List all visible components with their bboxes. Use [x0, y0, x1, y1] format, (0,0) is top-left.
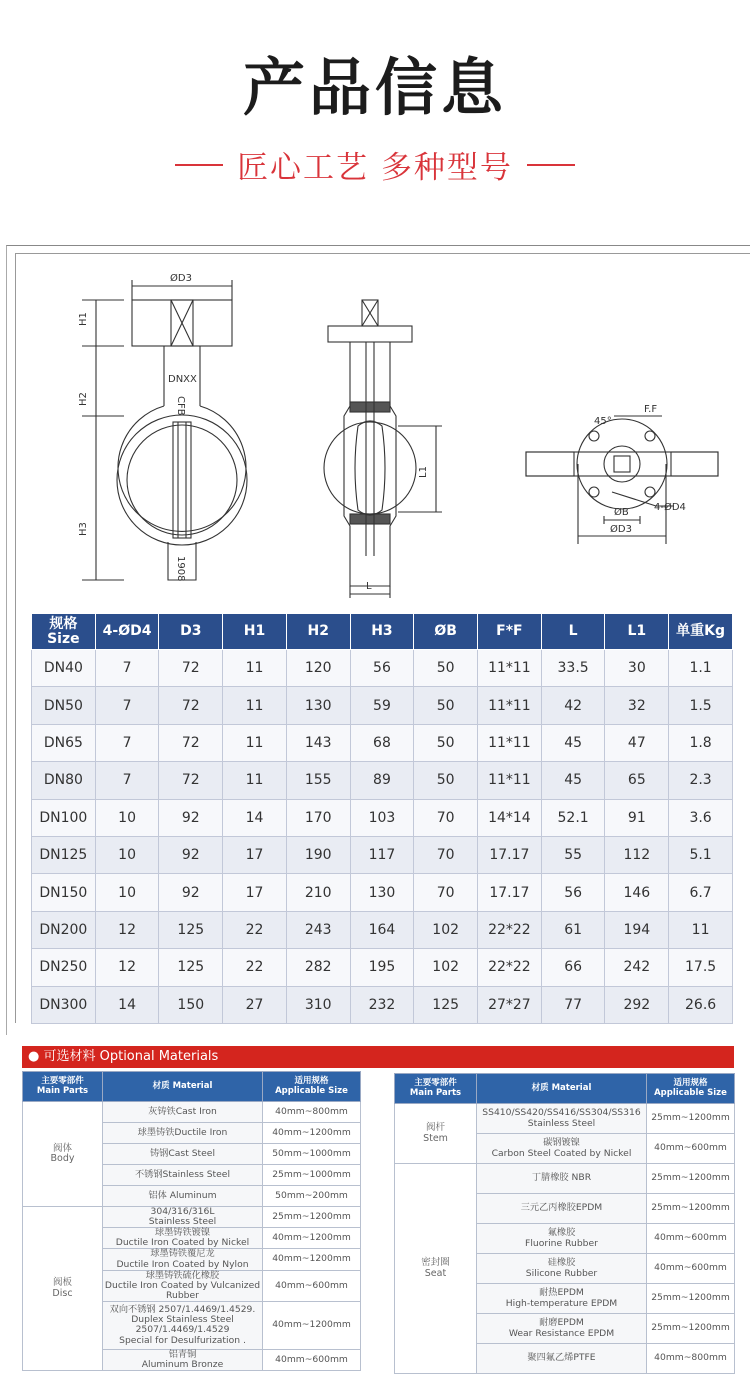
- spec-cell: 102: [414, 949, 478, 986]
- dim-h1: H1: [78, 312, 89, 326]
- page-title: 产品信息: [242, 51, 507, 124]
- spec-header-4: H2: [286, 614, 350, 650]
- spec-cell: 10: [95, 799, 159, 836]
- spec-row: [32, 836, 733, 873]
- spec-cell: 2.3: [669, 762, 733, 799]
- materials-size: 40mm~1200mm: [263, 1301, 361, 1349]
- spec-cell: 72: [159, 650, 223, 687]
- spec-cell: 50: [414, 650, 478, 687]
- spec-cell: 125: [159, 911, 223, 948]
- spec-cell: 22*22: [478, 911, 542, 948]
- materials-material: 聚四氟乙烯PTFE: [477, 1344, 647, 1374]
- spec-cell: 1.8: [669, 724, 733, 761]
- materials-size: 40mm~1200mm: [263, 1249, 361, 1270]
- spec-cell: 70: [414, 836, 478, 873]
- materials-header-0: 主要零部件 Main Parts: [395, 1074, 477, 1104]
- spec-cell: 11*11: [478, 650, 542, 687]
- spec-cell: 195: [350, 949, 414, 986]
- spec-cell: 30: [605, 650, 669, 687]
- dim-ff: F.F: [644, 404, 658, 415]
- materials-size: 25mm~1200mm: [263, 1207, 361, 1228]
- spec-row: [32, 762, 733, 799]
- materials-material: 硅橡胶 Silicone Rubber: [477, 1254, 647, 1284]
- spec-cell: 17.17: [478, 874, 542, 911]
- materials-material: 不锈钢Stainless Steel: [103, 1165, 263, 1186]
- spec-header-10: 单重Kg: [669, 614, 733, 650]
- materials-row: [395, 1104, 735, 1134]
- materials-material: 丁腈橡胶 NBR: [477, 1164, 647, 1194]
- spec-cell: 242: [605, 949, 669, 986]
- spec-cell: 56: [541, 874, 605, 911]
- spec-cell: 125: [414, 986, 478, 1023]
- marking-cfb: CFB: [175, 396, 186, 416]
- spec-cell: 27: [223, 986, 287, 1023]
- spec-cell: DN80: [32, 762, 96, 799]
- spec-header-1: 4-ØD4: [95, 614, 159, 650]
- spec-header-6: ØB: [414, 614, 478, 650]
- spec-cell: 55: [541, 836, 605, 873]
- spec-cell: 45: [541, 724, 605, 761]
- spec-cell: DN65: [32, 724, 96, 761]
- materials-material: 球墨铸铁硫化橡胶 Ductile Iron Coated by Vulcanized Rubber: [103, 1270, 263, 1301]
- spec-cell: 72: [159, 762, 223, 799]
- spec-cell: 68: [350, 724, 414, 761]
- spec-cell: 27*27: [478, 986, 542, 1023]
- subtitle-line-left: [175, 164, 223, 166]
- spec-cell: DN125: [32, 836, 96, 873]
- materials-material: 双向不锈钢 2507/1.4469/1.4529. Duplex Stainless Steel 2507/1.4469/1.4529 Special for Desulfurization .: [103, 1301, 263, 1349]
- spec-cell: 232: [350, 986, 414, 1023]
- dim-d3-front: ØD3: [170, 273, 192, 284]
- materials-size: 25mm~1200mm: [647, 1194, 735, 1224]
- page-header: [0, 0, 750, 245]
- materials-material: 灰铸铁Cast Iron: [103, 1102, 263, 1123]
- spec-header-7: F*F: [478, 614, 542, 650]
- spec-cell: 14: [223, 799, 287, 836]
- spec-cell: 77: [541, 986, 605, 1023]
- side-top-flange: [328, 326, 412, 342]
- dim-b: ØB: [614, 507, 629, 518]
- materials-size: 25mm~1200mm: [647, 1314, 735, 1344]
- spec-cell: 1.1: [669, 650, 733, 687]
- materials-size: 40mm~1200mm: [263, 1123, 361, 1144]
- materials-part: 阀板 Disc: [23, 1207, 103, 1371]
- spec-cell: 11: [223, 724, 287, 761]
- materials-part: 密封圈 Seat: [395, 1164, 477, 1374]
- spec-header-0: 规格 Size: [32, 614, 96, 650]
- spec-cell: 50: [414, 724, 478, 761]
- spec-cell: 91: [605, 799, 669, 836]
- spec-cell: 292: [605, 986, 669, 1023]
- spec-cell: 11*11: [478, 687, 542, 724]
- materials-size: 40mm~1200mm: [263, 1228, 361, 1249]
- spec-cell: 194: [605, 911, 669, 948]
- dim-h2: H2: [78, 392, 89, 406]
- spec-row: [32, 687, 733, 724]
- spec-cell: 61: [541, 911, 605, 948]
- spec-cell: 130: [350, 874, 414, 911]
- spec-row: [32, 874, 733, 911]
- spec-cell: 45: [541, 762, 605, 799]
- spec-row: [32, 986, 733, 1023]
- spec-cell: 1.5: [669, 687, 733, 724]
- spec-cell: 50: [414, 687, 478, 724]
- materials-header-2: 适用规格 Applicable Size: [647, 1074, 735, 1104]
- spec-header-8: L: [541, 614, 605, 650]
- materials-size: 40mm~600mm: [263, 1270, 361, 1301]
- spec-cell: 17: [223, 874, 287, 911]
- spec-cell: 89: [350, 762, 414, 799]
- spec-row: [32, 911, 733, 948]
- spec-body: [32, 650, 733, 1024]
- dim-angle: 45°: [594, 416, 612, 427]
- spec-header-3: H1: [223, 614, 287, 650]
- materials-size: 25mm~1200mm: [647, 1164, 735, 1194]
- dim-l: L: [366, 581, 372, 592]
- spec-cell: 59: [350, 687, 414, 724]
- spec-cell: 17.5: [669, 949, 733, 986]
- materials-row: [23, 1102, 361, 1123]
- spec-cell: 170: [286, 799, 350, 836]
- materials-part: 阀杆 Stem: [395, 1104, 477, 1164]
- spec-header-row: [32, 614, 733, 650]
- spec-cell: 103: [350, 799, 414, 836]
- spec-cell: 70: [414, 799, 478, 836]
- spec-cell: 3.6: [669, 799, 733, 836]
- spec-cell: 310: [286, 986, 350, 1023]
- spec-cell: 282: [286, 949, 350, 986]
- spec-cell: DN250: [32, 949, 96, 986]
- spec-cell: 112: [605, 836, 669, 873]
- valve-technical-drawing: [16, 256, 746, 610]
- spec-cell: 117: [350, 836, 414, 873]
- materials-material: 304/316/316L Stainless Steel: [103, 1207, 263, 1228]
- materials-material: 球墨铸铁覆尼龙 Ductile Iron Coated by Nylon: [103, 1249, 263, 1270]
- materials-material: 氟橡胶 Fluorine Rubber: [477, 1224, 647, 1254]
- spec-cell: DN300: [32, 986, 96, 1023]
- materials-size: 50mm~200mm: [263, 1186, 361, 1207]
- spec-cell: 14: [95, 986, 159, 1023]
- spec-cell: 10: [95, 874, 159, 911]
- spec-cell: 155: [286, 762, 350, 799]
- spec-row: [32, 799, 733, 836]
- spec-cell: 11: [223, 687, 287, 724]
- spec-cell: DN200: [32, 911, 96, 948]
- spec-cell: 11: [223, 650, 287, 687]
- subtitle-row: [0, 142, 750, 187]
- spec-cell: 12: [95, 949, 159, 986]
- spec-header-5: H3: [350, 614, 414, 650]
- materials-size: 40mm~600mm: [647, 1254, 735, 1284]
- materials-material: 碳钢镀镍 Carbon Steel Coated by Nickel: [477, 1134, 647, 1164]
- spec-cell: 11: [669, 911, 733, 948]
- spec-cell: 5.1: [669, 836, 733, 873]
- front-outer-ring: [117, 415, 247, 545]
- materials-size: 40mm~800mm: [647, 1344, 735, 1374]
- spec-cell: 7: [95, 724, 159, 761]
- spec-header-2: D3: [159, 614, 223, 650]
- spec-cell: 47: [605, 724, 669, 761]
- spec-cell: 125: [159, 949, 223, 986]
- spec-cell: 7: [95, 687, 159, 724]
- spec-cell: 143: [286, 724, 350, 761]
- spec-cell: 50: [414, 762, 478, 799]
- dim-l1: L1: [418, 466, 429, 478]
- spec-cell: 72: [159, 724, 223, 761]
- materials-part: 阀体 Body: [23, 1102, 103, 1207]
- spec-cell: 22: [223, 911, 287, 948]
- spec-cell: 65: [605, 762, 669, 799]
- spec-cell: 7: [95, 762, 159, 799]
- spec-cell: 190: [286, 836, 350, 873]
- spec-cell: DN40: [32, 650, 96, 687]
- spec-cell: 70: [414, 874, 478, 911]
- spec-cell: 22*22: [478, 949, 542, 986]
- spec-cell: 6.7: [669, 874, 733, 911]
- spec-cell: 146: [605, 874, 669, 911]
- materials-material: 耐热EPDM High-temperature EPDM: [477, 1284, 647, 1314]
- materials-table-left: [22, 1071, 361, 1371]
- spec-cell: 52.1: [541, 799, 605, 836]
- spec-cell: 164: [350, 911, 414, 948]
- materials-row: [395, 1164, 735, 1194]
- materials-row: [23, 1207, 361, 1228]
- materials-material: 铝体 Aluminum: [103, 1186, 263, 1207]
- spec-table: [31, 613, 733, 1024]
- spec-cell: 11: [223, 762, 287, 799]
- spec-cell: 66: [541, 949, 605, 986]
- spec-row: [32, 650, 733, 687]
- materials-size: 40mm~600mm: [647, 1134, 735, 1164]
- spec-cell: 17.17: [478, 836, 542, 873]
- spec-cell: 11*11: [478, 762, 542, 799]
- materials-right-header: [395, 1074, 735, 1104]
- materials-size: 40mm~600mm: [263, 1349, 361, 1370]
- materials-header-1: 材质 Material: [477, 1074, 647, 1104]
- spec-cell: 92: [159, 874, 223, 911]
- spec-cell: DN50: [32, 687, 96, 724]
- spec-cell: 72: [159, 687, 223, 724]
- materials-material: 铝青铜 Aluminum Bronze: [103, 1349, 263, 1370]
- spec-cell: 120: [286, 650, 350, 687]
- spec-cell: 92: [159, 836, 223, 873]
- spec-cell: 32: [605, 687, 669, 724]
- spec-cell: 33.5: [541, 650, 605, 687]
- page-subtitle: 匠心工艺 多种型号: [237, 150, 513, 186]
- materials-material: 铸钢Cast Steel: [103, 1144, 263, 1165]
- marking-dnxx: DNXX: [168, 374, 197, 385]
- materials-size: 40mm~800mm: [263, 1102, 361, 1123]
- spec-cell: 210: [286, 874, 350, 911]
- spec-cell: DN100: [32, 799, 96, 836]
- optional-materials-title: ● 可选材料 Optional Materials: [28, 1049, 219, 1064]
- spec-cell: 22: [223, 949, 287, 986]
- spec-cell: 7: [95, 650, 159, 687]
- materials-material: 三元乙丙橡胶EPDM: [477, 1194, 647, 1224]
- materials-size: 25mm~1200mm: [647, 1104, 735, 1134]
- spec-cell: 26.6: [669, 986, 733, 1023]
- spec-cell: 102: [414, 911, 478, 948]
- materials-size: 25mm~1200mm: [647, 1284, 735, 1314]
- spec-header-9: L1: [605, 614, 669, 650]
- spec-cell: DN150: [32, 874, 96, 911]
- subtitle-line-right: [527, 164, 575, 166]
- spec-cell: 10: [95, 836, 159, 873]
- spec-cell: 92: [159, 799, 223, 836]
- materials-material: SS410/SS420/SS416/SS304/SS316 Stainless Steel: [477, 1104, 647, 1134]
- materials-material: 球墨铸铁镀镍 Ductile Iron Coated by Nickel: [103, 1228, 263, 1249]
- materials-header-2: 适用规格 Applicable Size: [263, 1072, 361, 1102]
- spec-cell: 12: [95, 911, 159, 948]
- spec-cell: 56: [350, 650, 414, 687]
- spec-cell: 243: [286, 911, 350, 948]
- spec-row: [32, 724, 733, 761]
- materials-header-0: 主要零部件 Main Parts: [23, 1072, 103, 1102]
- materials-size: 50mm~1000mm: [263, 1144, 361, 1165]
- materials-size: 25mm~1000mm: [263, 1165, 361, 1186]
- materials-left-header: [23, 1072, 361, 1102]
- dim-d3-top: ØD3: [610, 524, 632, 535]
- spec-cell: 11*11: [478, 724, 542, 761]
- spec-cell: 150: [159, 986, 223, 1023]
- marking-year: 1908: [175, 556, 186, 582]
- materials-header-1: 材质 Material: [103, 1072, 263, 1102]
- materials-material: 耐磨EPDM Wear Resistance EPDM: [477, 1314, 647, 1344]
- dim-d4: 4-ØD4: [654, 502, 686, 513]
- spec-row: [32, 949, 733, 986]
- dim-h3: H3: [78, 522, 89, 536]
- materials-table-right: [394, 1073, 735, 1374]
- spec-cell: 14*14: [478, 799, 542, 836]
- spec-cell: 42: [541, 687, 605, 724]
- materials-size: 40mm~600mm: [647, 1224, 735, 1254]
- spec-cell: 17: [223, 836, 287, 873]
- materials-material: 球墨铸铁Ductile Iron: [103, 1123, 263, 1144]
- spec-cell: 130: [286, 687, 350, 724]
